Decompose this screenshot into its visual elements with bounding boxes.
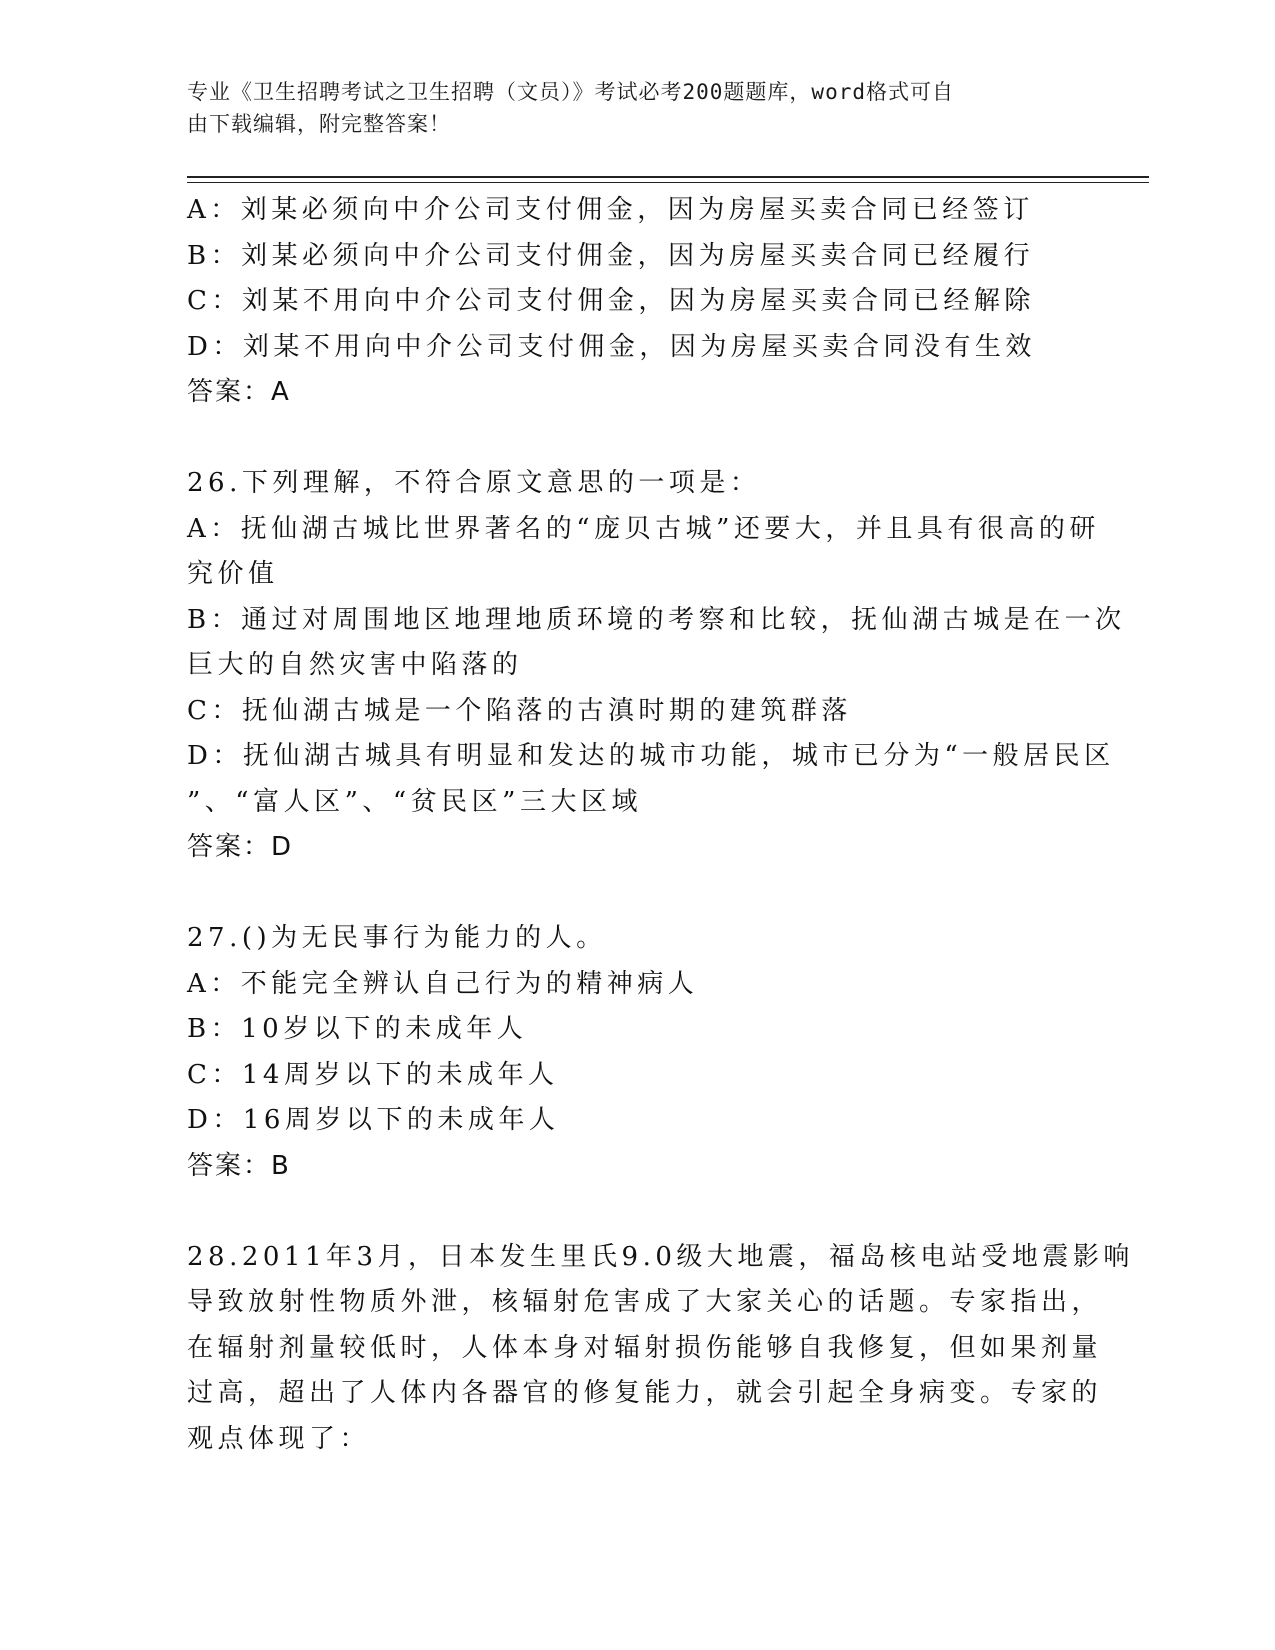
document-header [187,76,1087,140]
option-b-line-1: B：通过对周围地区地理地质环境的考察和比较，抚仙湖古城是在一次 [187,604,1126,635]
option-b: B：刘某必须向中介公司支付佣金，因为房屋买卖合同已经履行 [187,240,1035,271]
answer-line: 答案：B [187,1150,291,1181]
question-stem-line-2: 导致放射性物质外泄，核辐射危害成了大家关心的话题。专家指出， [187,1287,1103,1317]
spacer [187,1189,1087,1235]
question-27 [187,916,1087,1189]
option-d-line-1: D：抚仙湖古城具有明显和发达的城市功能，城市已分为“一般居民区 [187,741,1115,771]
spacer [187,416,1087,462]
document-body [187,188,1134,1462]
header-line-2: 由下载编辑，附完整答案！ [187,112,451,136]
question-stem-line-5: 观点体现了： [187,1423,371,1454]
option-c: C：14周岁以下的未成年人 [187,1059,559,1090]
question-stem: 26.下列理解，不符合原文意思的一项是： [187,468,761,498]
option-a: A：不能完全辨认自己行为的精神病人 [187,968,699,999]
question-28 [187,1235,1134,1463]
question-stem: 27.()为无民事行为能力的人。 [187,923,607,953]
option-b: B：10岁以下的未成年人 [187,1014,528,1044]
header-line-1: 专业《卫生招聘考试之卫生招聘（文员）》考试必考200题题库，word格式可自 [187,80,954,104]
answer-line: 答案：A [187,377,291,407]
question-stem-line-4: 过高，超出了人体内各器官的修复能力，就会引起全身病变。专家的 [187,1378,1103,1408]
header-divider-thin [187,182,1149,183]
option-d: D：16周岁以下的未成年人 [187,1105,560,1135]
option-d: D：刘某不用向中介公司支付佣金，因为房屋买卖合同没有生效 [187,331,1036,362]
header-divider [187,176,1149,178]
option-a-line-2: 究价值 [187,559,279,589]
option-b-line-2: 巨大的自然灾害中陷落的 [187,650,523,680]
spacer [187,871,1087,917]
question-stem-line-1: 28.2011年3月，日本发生里氏9.0级大地震，福岛核电站受地震影响 [187,1241,1134,1272]
option-a-line-1: A：抚仙湖古城比世界著名的“庞贝古城”还要大，并且具有很高的研 [187,513,1100,544]
option-d-line-2: ”、“富人区”、“贫民区”三大区域 [187,786,642,817]
option-c: C：抚仙湖古城是一个陷落的古滇时期的建筑群落 [187,695,852,726]
option-a: A：刘某必须向中介公司支付佣金，因为房屋买卖合同已经签订 [187,195,1034,225]
option-c: C：刘某不用向中介公司支付佣金，因为房屋买卖合同已经解除 [187,286,1035,316]
answer-line: 答案：D [187,832,294,862]
question-25 [187,188,1087,416]
question-stem-line-3: 在辐射剂量较低时，人体本身对辐射损伤能够自我修复，但如果剂量 [187,1332,1103,1363]
question-26 [187,461,1126,871]
